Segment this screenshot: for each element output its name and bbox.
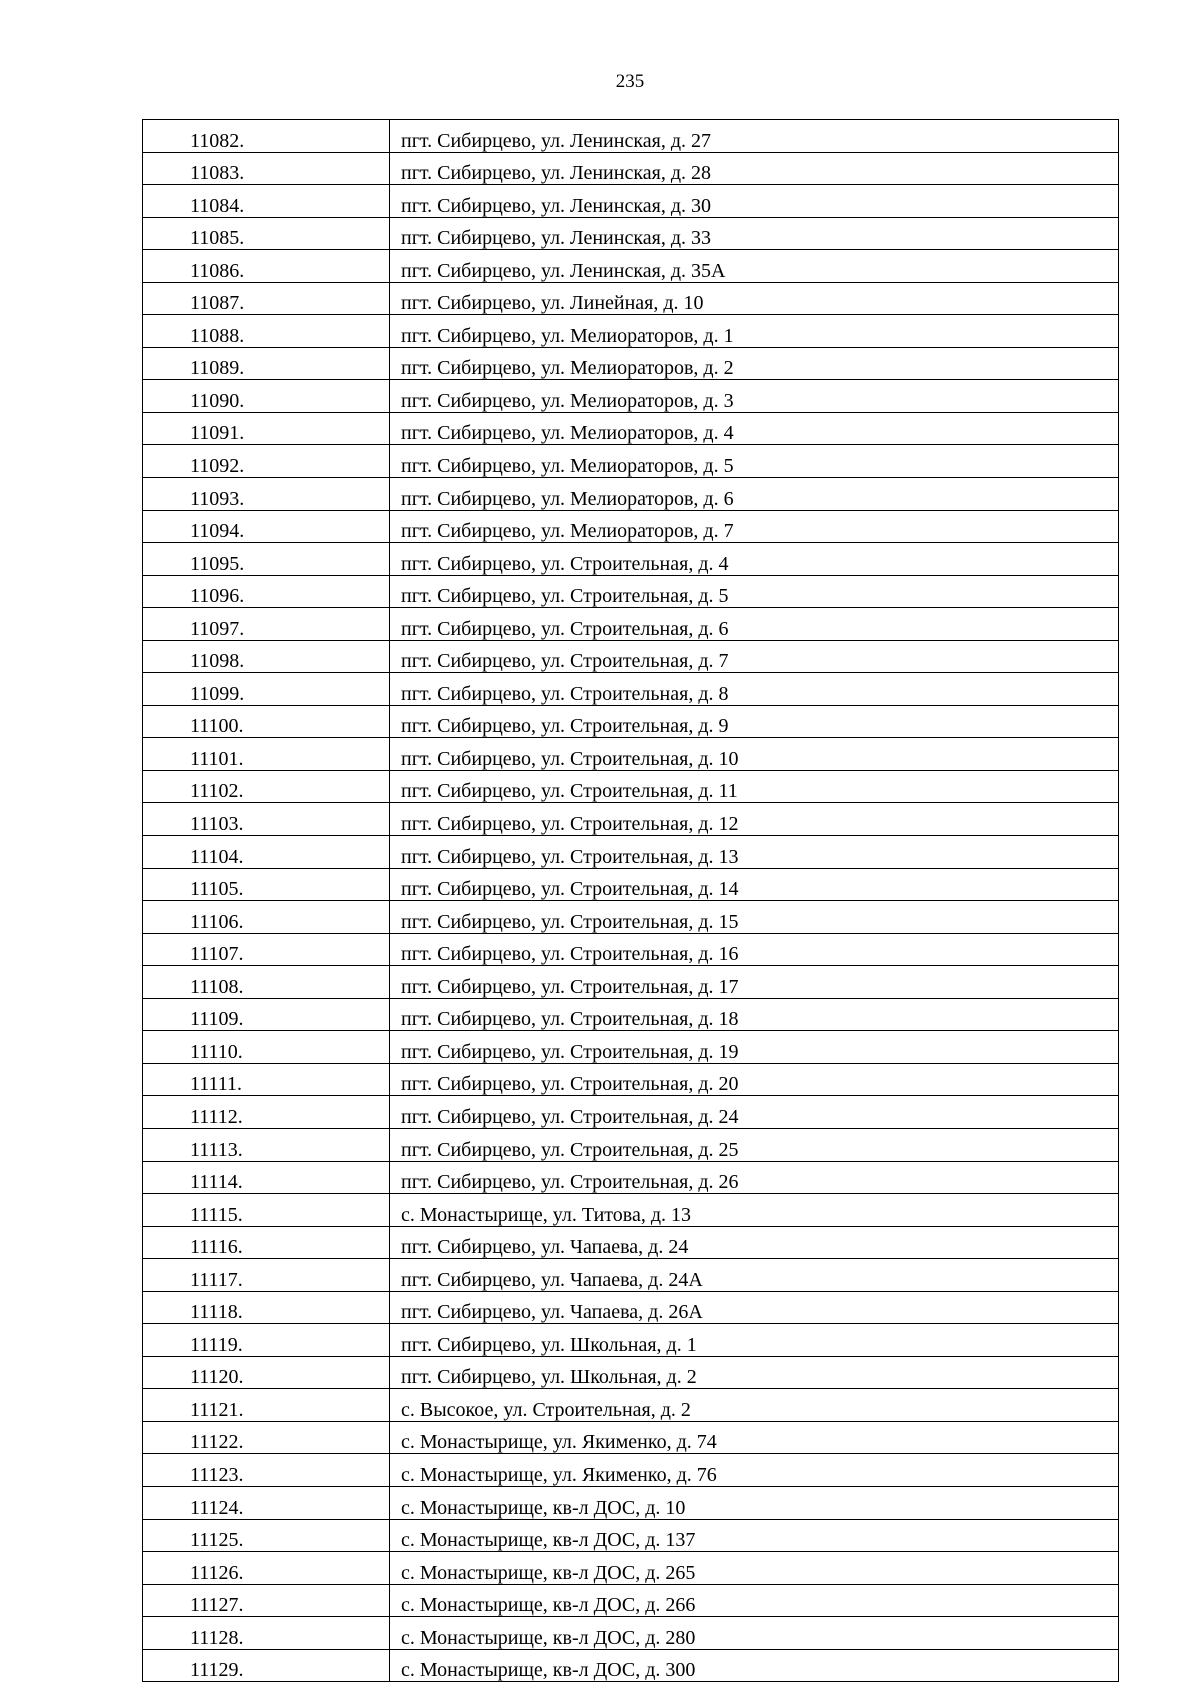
row-address: пгт. Сибирцево, ул. Строительная, д. 7 <box>390 640 1119 673</box>
row-address: пгт. Сибирцево, ул. Строительная, д. 12 <box>390 803 1119 836</box>
row-number: 11088. <box>143 315 390 348</box>
row-address: пгт. Сибирцево, ул. Строительная, д. 17 <box>390 966 1119 999</box>
row-address: пгт. Сибирцево, ул. Ленинская, д. 28 <box>390 152 1119 185</box>
row-address: пгт. Сибирцево, ул. Чапаева, д. 24 <box>390 1226 1119 1259</box>
row-address: пгт. Сибирцево, ул. Строительная, д. 25 <box>390 1128 1119 1161</box>
row-address: пгт. Сибирцево, ул. Ленинская, д. 33 <box>390 217 1119 250</box>
table-row <box>143 217 1119 250</box>
table-row <box>143 478 1119 511</box>
table-row <box>143 966 1119 999</box>
row-number: 11098. <box>143 640 390 673</box>
row-number: 11084. <box>143 185 390 218</box>
table-row <box>143 1519 1119 1552</box>
table-row <box>143 770 1119 803</box>
row-address: с. Монастырище, кв-л ДОС, д. 300 <box>390 1649 1119 1682</box>
row-address: пгт. Сибирцево, ул. Строительная, д. 14 <box>390 868 1119 901</box>
table-row <box>143 1389 1119 1422</box>
row-address: пгт. Сибирцево, ул. Мелиораторов, д. 6 <box>390 478 1119 511</box>
row-address: пгт. Сибирцево, ул. Мелиораторов, д. 7 <box>390 510 1119 543</box>
row-number: 11107. <box>143 933 390 966</box>
row-address: пгт. Сибирцево, ул. Мелиораторов, д. 2 <box>390 347 1119 380</box>
row-number: 11124. <box>143 1486 390 1519</box>
row-address: пгт. Сибирцево, ул. Строительная, д. 19 <box>390 1031 1119 1064</box>
row-address: пгт. Сибирцево, ул. Школьная, д. 2 <box>390 1356 1119 1389</box>
table-row <box>143 315 1119 348</box>
table-row <box>143 608 1119 641</box>
address-table-body <box>143 120 1119 1682</box>
row-address: пгт. Сибирцево, ул. Мелиораторов, д. 4 <box>390 412 1119 445</box>
row-number: 11102. <box>143 770 390 803</box>
row-number: 11091. <box>143 412 390 445</box>
table-row <box>143 1356 1119 1389</box>
row-number: 11115. <box>143 1194 390 1227</box>
row-address: с. Монастырище, кв-л ДОС, д. 265 <box>390 1552 1119 1585</box>
row-number: 11099. <box>143 673 390 706</box>
row-number: 11095. <box>143 543 390 576</box>
row-number: 11082. <box>143 120 390 153</box>
table-row <box>143 120 1119 153</box>
row-number: 11126. <box>143 1552 390 1585</box>
table-row <box>143 868 1119 901</box>
row-number: 11096. <box>143 575 390 608</box>
row-number: 11129. <box>143 1649 390 1682</box>
row-address: пгт. Сибирцево, ул. Ленинская, д. 35А <box>390 250 1119 283</box>
row-number: 11127. <box>143 1584 390 1617</box>
table-row <box>143 510 1119 543</box>
row-address: с. Монастырище, ул. Якименко, д. 74 <box>390 1421 1119 1454</box>
row-number: 11105. <box>143 868 390 901</box>
row-address: с. Монастырище, ул. Якименко, д. 76 <box>390 1454 1119 1487</box>
table-row <box>143 575 1119 608</box>
table-row <box>143 1454 1119 1487</box>
table-row <box>143 1161 1119 1194</box>
table-row <box>143 1259 1119 1292</box>
table-row <box>143 933 1119 966</box>
row-number: 11090. <box>143 380 390 413</box>
row-number: 11089. <box>143 347 390 380</box>
table-row <box>143 1031 1119 1064</box>
table-row <box>143 836 1119 869</box>
row-address: пгт. Сибирцево, ул. Ленинская, д. 27 <box>390 120 1119 153</box>
table-row <box>143 380 1119 413</box>
table-row <box>143 543 1119 576</box>
row-address: пгт. Сибирцево, ул. Мелиораторов, д. 1 <box>390 315 1119 348</box>
table-row <box>143 705 1119 738</box>
row-address: пгт. Сибирцево, ул. Строительная, д. 15 <box>390 901 1119 934</box>
table-row <box>143 1291 1119 1324</box>
table-row <box>143 1226 1119 1259</box>
row-number: 11101. <box>143 738 390 771</box>
table-row <box>143 185 1119 218</box>
row-address: пгт. Сибирцево, ул. Строительная, д. 13 <box>390 836 1119 869</box>
table-row <box>143 1194 1119 1227</box>
table-row <box>143 998 1119 1031</box>
row-address: пгт. Сибирцево, ул. Строительная, д. 26 <box>390 1161 1119 1194</box>
table-row <box>143 1486 1119 1519</box>
row-number: 11085. <box>143 217 390 250</box>
row-number: 11100. <box>143 705 390 738</box>
table-row <box>143 1649 1119 1682</box>
page-number: 235 <box>615 71 645 92</box>
table-row <box>143 1552 1119 1585</box>
row-address: пгт. Сибирцево, ул. Чапаева, д. 26А <box>390 1291 1119 1324</box>
row-number: 11087. <box>143 282 390 315</box>
row-number: 11119. <box>143 1324 390 1357</box>
row-number: 11118. <box>143 1291 390 1324</box>
row-number: 11111. <box>143 1063 390 1096</box>
table-row <box>143 282 1119 315</box>
row-address: пгт. Сибирцево, ул. Линейная, д. 10 <box>390 282 1119 315</box>
row-address: пгт. Сибирцево, ул. Мелиораторов, д. 3 <box>390 380 1119 413</box>
row-number: 11128. <box>143 1617 390 1650</box>
row-number: 11123. <box>143 1454 390 1487</box>
row-address: пгт. Сибирцево, ул. Строительная, д. 5 <box>390 575 1119 608</box>
row-address: пгт. Сибирцево, ул. Строительная, д. 6 <box>390 608 1119 641</box>
address-table <box>142 119 1119 1682</box>
table-row <box>143 250 1119 283</box>
row-address: пгт. Сибирцево, ул. Строительная, д. 10 <box>390 738 1119 771</box>
row-number: 11114. <box>143 1161 390 1194</box>
row-number: 11125. <box>143 1519 390 1552</box>
table-row <box>143 445 1119 478</box>
table-row <box>143 347 1119 380</box>
row-address: пгт. Сибирцево, ул. Строительная, д. 24 <box>390 1096 1119 1129</box>
table-row <box>143 803 1119 836</box>
row-address: с. Высокое, ул. Строительная, д. 2 <box>390 1389 1119 1422</box>
table-row <box>143 412 1119 445</box>
row-number: 11106. <box>143 901 390 934</box>
table-row <box>143 1063 1119 1096</box>
table-row <box>143 1617 1119 1650</box>
row-address: пгт. Сибирцево, ул. Строительная, д. 11 <box>390 770 1119 803</box>
row-number: 11108. <box>143 966 390 999</box>
table-row <box>143 673 1119 706</box>
row-number: 11103. <box>143 803 390 836</box>
table-row <box>143 1584 1119 1617</box>
row-number: 11097. <box>143 608 390 641</box>
row-number: 11113. <box>143 1128 390 1161</box>
row-number: 11086. <box>143 250 390 283</box>
row-number: 11093. <box>143 478 390 511</box>
table-row <box>143 901 1119 934</box>
row-number: 11104. <box>143 836 390 869</box>
table-row <box>143 152 1119 185</box>
row-address: пгт. Сибирцево, ул. Строительная, д. 16 <box>390 933 1119 966</box>
row-address: пгт. Сибирцево, ул. Школьная, д. 1 <box>390 1324 1119 1357</box>
row-address: пгт. Сибирцево, ул. Строительная, д. 20 <box>390 1063 1119 1096</box>
row-number: 11116. <box>143 1226 390 1259</box>
row-address: с. Монастырище, ул. Титова, д. 13 <box>390 1194 1119 1227</box>
row-address: пгт. Сибирцево, ул. Мелиораторов, д. 5 <box>390 445 1119 478</box>
row-address: пгт. Сибирцево, ул. Ленинская, д. 30 <box>390 185 1119 218</box>
row-number: 11122. <box>143 1421 390 1454</box>
row-number: 11109. <box>143 998 390 1031</box>
row-address: с. Монастырище, кв-л ДОС, д. 280 <box>390 1617 1119 1650</box>
row-address: пгт. Сибирцево, ул. Строительная, д. 8 <box>390 673 1119 706</box>
row-address: пгт. Сибирцево, ул. Чапаева, д. 24А <box>390 1259 1119 1292</box>
row-address: с. Монастырище, кв-л ДОС, д. 266 <box>390 1584 1119 1617</box>
row-number: 11112. <box>143 1096 390 1129</box>
row-number: 11083. <box>143 152 390 185</box>
table-row <box>143 640 1119 673</box>
row-number: 11110. <box>143 1031 390 1064</box>
row-address: пгт. Сибирцево, ул. Строительная, д. 9 <box>390 705 1119 738</box>
table-row <box>143 1096 1119 1129</box>
row-number: 11092. <box>143 445 390 478</box>
row-address: пгт. Сибирцево, ул. Строительная, д. 4 <box>390 543 1119 576</box>
row-number: 11120. <box>143 1356 390 1389</box>
row-address: пгт. Сибирцево, ул. Строительная, д. 18 <box>390 998 1119 1031</box>
row-address: с. Монастырище, кв-л ДОС, д. 137 <box>390 1519 1119 1552</box>
row-number: 11121. <box>143 1389 390 1422</box>
row-number: 11117. <box>143 1259 390 1292</box>
table-row <box>143 1128 1119 1161</box>
table-row <box>143 738 1119 771</box>
row-number: 11094. <box>143 510 390 543</box>
row-address: с. Монастырище, кв-л ДОС, д. 10 <box>390 1486 1119 1519</box>
table-row <box>143 1324 1119 1357</box>
table-row <box>143 1421 1119 1454</box>
